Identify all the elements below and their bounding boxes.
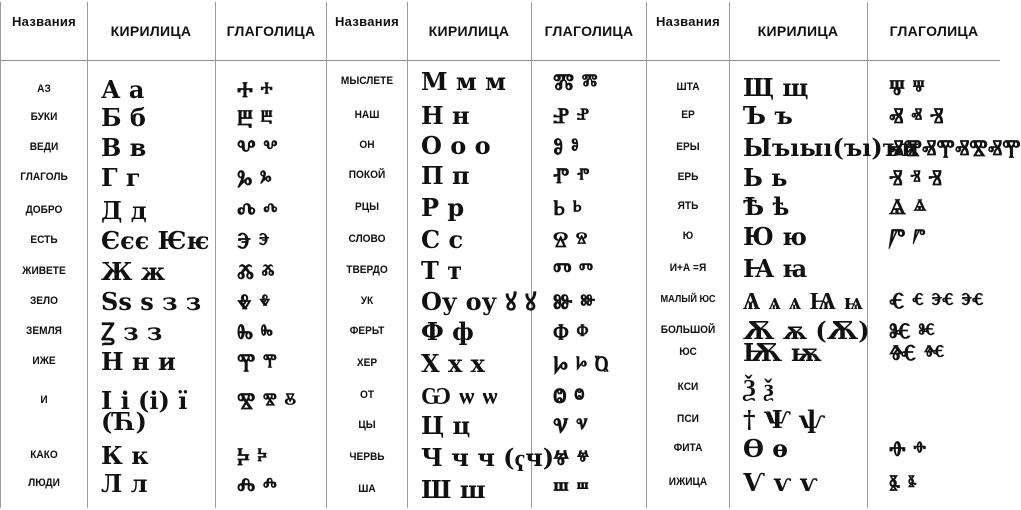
letter-row bbox=[1, 165, 326, 193]
letter-name: БОЛЬШОЙ bbox=[660, 324, 716, 336]
glagolitic-glyphs: Ⱃ ⱃ bbox=[553, 195, 582, 221]
letter-row bbox=[327, 319, 646, 347]
glagolitic-glyphs: Ⱁ ⱁ bbox=[553, 133, 579, 159]
letter-row bbox=[647, 256, 1000, 284]
letter-row bbox=[1, 228, 326, 256]
letter-name: ЕСТЬ bbox=[30, 234, 58, 246]
cyrillic-glyphs: С с bbox=[421, 225, 464, 254]
cyrillic-glyphs: Ю ю bbox=[743, 222, 807, 251]
letter-row bbox=[1, 471, 326, 499]
letter-row bbox=[327, 103, 646, 131]
cyrillic-glyphs: Єєє Ѥѥ bbox=[101, 226, 210, 255]
glagolitic-glyphs: Ⰶ ⰶ bbox=[237, 259, 275, 285]
table-panel-2 bbox=[326, 2, 646, 508]
glagolitic-glyphs: Ⱏ ⱏ Ⱐ bbox=[889, 103, 944, 129]
glagolitic-glyphs: Ⰷ ⰷ bbox=[237, 289, 271, 315]
letter-name: ГЛАГОЛЬ bbox=[20, 171, 68, 183]
letter-row bbox=[647, 165, 1000, 193]
glagolitic-glyphs: Ⰰ ⰰ bbox=[237, 77, 273, 103]
glagolitic-glyphs: Ⱍ ⱍ bbox=[553, 445, 590, 471]
letter-name: ЦЫ bbox=[358, 419, 376, 431]
letter-row bbox=[647, 407, 1000, 435]
letter-name: ЯТЬ bbox=[677, 200, 699, 212]
glagolitic-glyphs: Ⱅ ⱅ bbox=[553, 258, 594, 284]
cyrillic-glyphs: Оу оу ꙋ ꙋ bbox=[421, 287, 537, 316]
cyrillic-glyphs: Ѯ ѯ bbox=[743, 373, 774, 402]
letter-row bbox=[647, 288, 1000, 316]
header-glagolitic: ГЛАГОЛИЦА bbox=[889, 23, 979, 39]
letter-row bbox=[327, 69, 646, 97]
letter-name: И bbox=[40, 394, 48, 406]
cyrillic-glyphs: Ѫ ѫ (Ѫ) bbox=[743, 316, 870, 345]
letter-name: КСИ bbox=[677, 381, 699, 393]
letter-row bbox=[327, 289, 646, 317]
letter-name: ШТА bbox=[676, 81, 700, 93]
header-cyrillic: КИРИЛИЦА bbox=[428, 23, 510, 39]
letter-row bbox=[327, 383, 646, 411]
letter-name: ЛЮДИ bbox=[28, 477, 60, 489]
letter-row bbox=[647, 375, 1000, 403]
letter-name: ЕРЫ bbox=[676, 141, 700, 153]
cyrillic-glyphs: Ѣ ѣ bbox=[743, 192, 790, 221]
table-header bbox=[1, 2, 326, 61]
cyrillic-glyphs: Ж ж bbox=[101, 257, 166, 286]
cyrillic-glyphs: Ѳ ѳ bbox=[743, 434, 788, 463]
glagolitic-glyphs: Ⱛ ⱛ bbox=[889, 470, 917, 496]
letter-row bbox=[647, 103, 1000, 131]
glagolitic-glyphs: Ⱋ ⱋ bbox=[889, 75, 925, 101]
cyrillic-glyphs: Ф ф bbox=[421, 317, 474, 346]
cyrillic-glyphs: Ѭ ѭ bbox=[743, 338, 822, 367]
cyrillic-glyphs: Ь ь bbox=[743, 163, 788, 192]
letter-name: ФЕРЬТ bbox=[349, 325, 385, 337]
letter-row bbox=[647, 340, 1000, 368]
letter-name: ДОБРО bbox=[25, 204, 63, 216]
letter-row bbox=[327, 133, 646, 161]
letter-name: ЮС bbox=[679, 346, 697, 358]
cyrillic-glyphs: М м м bbox=[421, 67, 506, 96]
letter-name: ОН bbox=[359, 139, 375, 151]
cyrillic-glyphs: Б б bbox=[101, 103, 146, 132]
letter-name: ТВЕРДО bbox=[346, 264, 388, 276]
cyrillic-glyphs: Н н bbox=[421, 101, 470, 130]
letter-name: АЗ bbox=[37, 83, 51, 95]
cyrillic-glyphs: Ꙗ ꙗ bbox=[743, 254, 808, 283]
glagolitic-glyphs: Ⰾ ⰾ bbox=[237, 471, 277, 497]
cyrillic-glyphs: Ѵ ѵ ѵ bbox=[743, 468, 818, 497]
letter-name: Ю bbox=[682, 230, 694, 242]
glagolitic-glyphs: Ⰿ ⰿ bbox=[553, 69, 598, 95]
letter-row bbox=[1, 443, 326, 471]
glagolitic-glyphs: Ⰽ ⰽ bbox=[237, 443, 267, 469]
cyrillic-glyphs: О о о bbox=[421, 131, 491, 160]
glagolitic-glyphs: Ⱙ ⱙ bbox=[889, 340, 945, 366]
glagolitic-glyphs: Ⱄ ⱄ bbox=[553, 227, 588, 253]
glagolitic-glyphs: Ⰴ ⰴ bbox=[237, 198, 278, 224]
letter-name: ЧЕРВЬ bbox=[349, 451, 385, 463]
glagolitic-glyphs: Ⱎ ⱎ bbox=[553, 477, 589, 503]
cyrillic-glyphs: Ч ч ч (ҁч) bbox=[421, 443, 555, 472]
header-names: Названия bbox=[11, 14, 77, 29]
cyrillic-glyphs: Г г bbox=[101, 163, 141, 192]
letter-name: ЗЕМЛЯ bbox=[26, 325, 62, 337]
glagolitic-glyphs: Ⱑ ⱑ bbox=[889, 194, 927, 220]
letter-name: ША bbox=[358, 483, 376, 495]
letter-row bbox=[327, 445, 646, 473]
letter-row bbox=[647, 75, 1000, 103]
letter-row bbox=[327, 227, 646, 255]
letter-name: ЖИВЕТЕ bbox=[22, 265, 66, 277]
letter-name: ИЖИЦА bbox=[668, 476, 708, 488]
glagolitic-glyphs: Ⱘ ⱘ bbox=[889, 318, 935, 344]
glagolitic-glyphs: Ⰺ ⰺ ⰻ bbox=[237, 388, 296, 414]
letter-row bbox=[327, 163, 646, 191]
letter-row bbox=[647, 133, 1021, 163]
cyrillic-glyphs: Н н и bbox=[101, 347, 176, 376]
letter-name: ОТ bbox=[359, 389, 375, 401]
cyrillic-glyphs: Ѕѕ ѕ з з bbox=[101, 287, 202, 316]
letter-name: ПОКОЙ bbox=[348, 169, 386, 181]
letter-name: ПСИ bbox=[677, 413, 699, 425]
cyrillic-glyphs: Х х х bbox=[421, 349, 485, 378]
cyrillic-glyphs: Д д bbox=[101, 196, 147, 225]
letter-name: ЕР bbox=[681, 109, 695, 121]
cyrillic-glyphs: Ѧ ѧ ѧ Ѩ ѩ bbox=[743, 286, 863, 315]
cyrillic-glyphs: (Ћ) bbox=[101, 407, 147, 436]
letter-row bbox=[647, 470, 1000, 498]
cyrillic-glyphs: І і (і) ї bbox=[101, 386, 188, 415]
letter-row bbox=[1, 198, 326, 226]
letter-name: МАЛЫЙ ЮС bbox=[660, 294, 716, 305]
glagolitic-glyphs: Ⱈ ⱈ Ⱒ bbox=[553, 351, 609, 377]
letter-name: ЗЕЛО bbox=[29, 295, 59, 307]
letter-name: И+А =Я bbox=[669, 262, 707, 274]
header-glagolitic: ГЛАГОЛИЦА bbox=[226, 23, 316, 39]
table-panel-3 bbox=[646, 2, 1021, 508]
glagolitic-glyphs: Ⱌ ⱌ bbox=[553, 413, 588, 439]
cyrillic-glyphs: Щ щ bbox=[743, 73, 809, 102]
letter-row bbox=[1, 259, 326, 287]
glagolitic-glyphs: Ⱔ ⱔ ⰵⱔ ⰵⱔ bbox=[889, 288, 984, 314]
glagolitic-glyphs: Ⰸ ⰸ bbox=[237, 319, 273, 345]
cyrillic-glyphs: † Ѱ ѱ bbox=[743, 405, 826, 434]
cyrillic-glyphs: А а bbox=[101, 75, 145, 104]
glagolitic-glyphs: Ⰵ ⰵ bbox=[237, 228, 270, 254]
cyrillic-glyphs: В в bbox=[101, 133, 147, 162]
glagolitic-glyphs: Ⰲ ⰲ bbox=[237, 135, 278, 161]
letter-name: РЦЫ bbox=[354, 201, 380, 213]
cyrillic-glyphs: П п bbox=[421, 161, 470, 190]
header-glagolitic: ГЛАГОЛИЦА bbox=[544, 23, 634, 39]
cyrillic-glyphs: Ыъıыı(ъı)ъи bbox=[743, 133, 919, 162]
cyrillic-glyphs: Ъ ъ bbox=[743, 101, 793, 130]
cyrillic-glyphs: Ц ц bbox=[421, 411, 471, 440]
glagolitic-glyphs: Ⱇ ⱇ bbox=[553, 319, 589, 345]
letter-name: ЕРЬ bbox=[677, 171, 699, 183]
letter-name: МЫСЛЕТЕ bbox=[340, 75, 394, 87]
glagolitic-glyphs: Ⱆ ⱆ bbox=[553, 289, 596, 315]
glagolitic-glyphs: Ⱚ ⱚ bbox=[889, 436, 926, 462]
letter-name: ИЖЕ bbox=[32, 355, 56, 367]
glagolitic-glyphs: Ⰹ ⰹ bbox=[237, 349, 277, 375]
cyrillic-glyphs: Ш ш bbox=[421, 475, 486, 504]
letter-row bbox=[1, 135, 326, 163]
letter-name: БУКИ bbox=[30, 111, 58, 123]
letter-name: ХЕР bbox=[356, 357, 378, 369]
table-panel-1 bbox=[0, 2, 326, 508]
cyrillic-glyphs: Т т bbox=[421, 256, 463, 285]
letter-row bbox=[1, 289, 326, 317]
cyrillic-glyphs: К к bbox=[101, 441, 149, 470]
cyrillic-glyphs: Ѡ ѡ ѡ bbox=[421, 381, 498, 410]
table-header bbox=[327, 2, 646, 61]
letter-name: УК bbox=[360, 295, 374, 307]
glagolitic-glyphs: Ⱐ ⱐ Ⱐ bbox=[889, 165, 942, 191]
letter-row bbox=[327, 477, 646, 505]
letter-name: ВЕДИ bbox=[29, 141, 59, 153]
glagolitic-glyphs: Ⱂ ⱂ bbox=[553, 163, 590, 189]
header-names: Названия bbox=[655, 14, 721, 29]
letter-name: НАШ bbox=[354, 109, 380, 121]
letter-row bbox=[327, 351, 646, 379]
glagolitic-glyphs: Ⰱ ⰱ bbox=[237, 105, 273, 131]
letter-name: СЛОВО bbox=[348, 233, 386, 245]
letter-row bbox=[327, 195, 646, 223]
letter-row bbox=[1, 105, 326, 133]
glagolitic-glyphs: Ⱉ ⱉ bbox=[553, 383, 585, 409]
letter-row bbox=[1, 77, 326, 105]
cyrillic-glyphs: Л л bbox=[101, 469, 148, 498]
cyrillic-glyphs: Ꙁ з з bbox=[101, 317, 163, 346]
cyrillic-glyphs: Р р bbox=[421, 193, 465, 222]
letter-name: ФИТА bbox=[673, 442, 703, 454]
letter-row bbox=[647, 436, 1000, 464]
header-names: Названия bbox=[334, 14, 400, 29]
letter-row bbox=[1, 349, 326, 377]
letter-row bbox=[327, 413, 646, 441]
glagolitic-glyphs: Ⱀ ⱀ bbox=[553, 103, 590, 129]
header-cyrillic: КИРИЛИЦА bbox=[110, 23, 192, 39]
glagolitic-glyphs: Ⱓ ⱓ bbox=[889, 224, 926, 250]
letter-name: КАКО bbox=[30, 449, 58, 461]
letter-row bbox=[647, 224, 1000, 252]
glagolitic-glyphs: ⰟⰊⰟⰉⰟⰊⰟⰉ bbox=[889, 135, 1021, 161]
letter-row bbox=[647, 194, 1000, 222]
header-cyrillic: КИРИЛИЦА bbox=[757, 23, 839, 39]
table-header bbox=[647, 2, 1000, 61]
letter-row bbox=[1, 409, 326, 437]
letter-row bbox=[327, 258, 646, 286]
letter-row bbox=[1, 319, 326, 347]
glagolitic-glyphs: Ⰳ ⰳ bbox=[237, 165, 272, 191]
